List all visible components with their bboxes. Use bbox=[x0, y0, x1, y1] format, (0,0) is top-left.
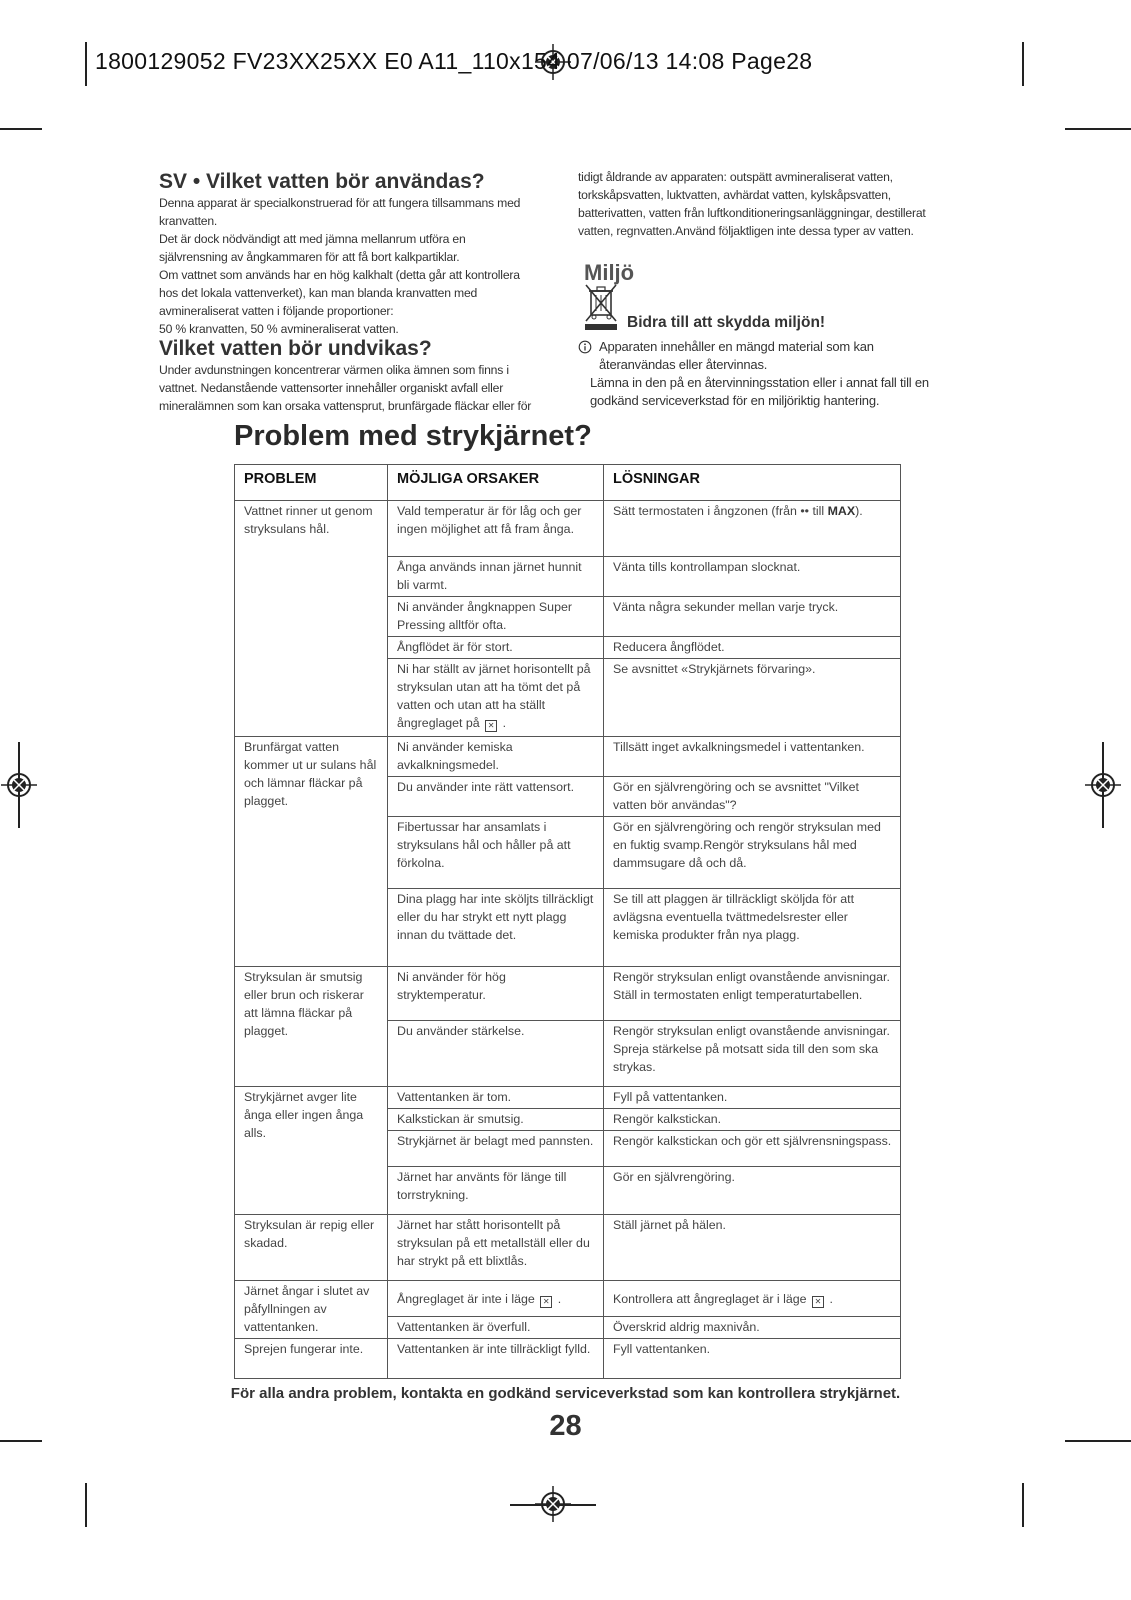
problem-cell: Stryksulan är repig eller skadad. bbox=[235, 1215, 388, 1281]
solution-cell: Ställ järnet på hälen. bbox=[604, 1215, 901, 1281]
cause-cell: Vattentanken är tom. bbox=[388, 1087, 604, 1109]
crop-mark bbox=[85, 42, 87, 86]
cause-cell: Järnet har stått horisontellt på stryksulan på ett metallställ eller du har strykt på ett blixtlås. bbox=[388, 1215, 604, 1281]
solution-cell: Sätt termostaten i ångzonen (från •• till MAX). bbox=[604, 501, 901, 557]
crop-mark bbox=[0, 128, 42, 130]
problem-cell: Vattnet rinner ut genom stryksulans hål. bbox=[235, 501, 388, 737]
table-row bbox=[235, 1087, 901, 1109]
problem-cell: Järnet ångar i slutet av påfyllningen av vattentanken. bbox=[235, 1281, 388, 1339]
table-row bbox=[235, 501, 901, 557]
cause-cell: Ångflödet är för stort. bbox=[388, 637, 604, 659]
solution-cell: Se till att plaggen är tillräckligt sköljda för att avlägsna eventuella tvättmedelsrester eller kemiska produkter från nya plagg. bbox=[604, 889, 901, 967]
solution-cell: Rengör kalkstickan och gör ett självrensningspass. bbox=[604, 1131, 901, 1167]
crop-mark bbox=[1065, 128, 1131, 130]
cause-cell: Fibertussar har ansamlats i stryksulans hål och håller på att förkolna. bbox=[388, 817, 604, 889]
page-title: Problem med strykjärnet? bbox=[234, 420, 592, 452]
solution-cell: Gör en självrengöring och se avsnittet "Vilket vatten bör användas"? bbox=[604, 777, 901, 817]
table-row bbox=[235, 1339, 901, 1379]
avoid-paragraph-continued: tidigt åldrande av apparaten: outspätt avmineraliserat vatten, torkskåpsvatten, luktvatten, avhärdat vatten, kylskåpsvatten, batterivatten, vatten från luftkonditioneringsanläggningar, destillerat vatten, regnvatten.Använd följaktligen inte dessa typer av vatten. bbox=[578, 170, 926, 238]
solution-cell: Rengör stryksulan enligt ovanstående anvisningar. Ställ in termostaten enligt temperaturtabellen. bbox=[604, 967, 901, 1021]
solution-cell: Kontrollera att ångreglaget är i läge ✕ . bbox=[604, 1281, 901, 1317]
table-row bbox=[235, 967, 901, 1021]
crop-mark bbox=[85, 1483, 87, 1527]
solution-cell: Fyll på vattentanken. bbox=[604, 1087, 901, 1109]
cause-cell: Dina plagg har inte sköljts tillräckligt eller du har strykt ett nytt plagg innan du tvättade det. bbox=[388, 889, 604, 967]
cause-cell: Ånga används innan järnet hunnit bli varmt. bbox=[388, 557, 604, 597]
cause-cell: Kalkstickan är smutsig. bbox=[388, 1109, 604, 1131]
cause-cell: Ni använder kemiska avkalkningsmedel. bbox=[388, 737, 604, 777]
steam-off-icon: ✕ bbox=[485, 720, 497, 732]
water-paragraph: Denna apparat är specialkonstruerad för att fungera tillsammans med kranvatten. Det är dock nödvändigt att med jämna mellanrum utföra en självrensning av ångkammaren för att få bort kalkpartiklar. Om vattnet som används har en hög kalkhalt (detta går att kontrollera hos det lokala vattenverket), kan man blanda kranvatten med avmineraliserat vatten i följande proportioner: 50 % kranvatten, 50 % avmineraliserat vatten. bbox=[159, 196, 521, 336]
print-header: 1800129052 FV23XX25XX E0 A11_110x154 07/06/13 14:08 Page28 bbox=[95, 48, 813, 74]
cause-cell: Ni använder ångknappen Super Pressing alltför ofta. bbox=[388, 597, 604, 637]
section-title-water: SV • Vilket vatten bör användas? bbox=[159, 170, 485, 193]
problem-cell: Strykjärnet avger lite ånga eller ingen ånga alls. bbox=[235, 1087, 388, 1215]
environment-info: Apparaten innehåller en mängd material som kan återanvändas eller återvinnas. Lämna in den på en återvinningsstation eller i annat fall till en godkänd serviceverkstad för en miljöriktig hantering. bbox=[590, 339, 929, 408]
registration-mark-icon bbox=[535, 1486, 571, 1522]
cause-cell: Du använder stärkelse. bbox=[388, 1021, 604, 1087]
environment-subtitle: Bidra till att skydda miljön! bbox=[627, 314, 826, 331]
page-number: 28 bbox=[549, 1410, 582, 1442]
crop-mark bbox=[1022, 42, 1024, 86]
solution-cell: Fyll vattentanken. bbox=[604, 1339, 901, 1379]
cause-cell: Vattentanken är överfull. bbox=[388, 1317, 604, 1339]
cause-cell: Strykjärnet är belagt med pannsten. bbox=[388, 1131, 604, 1167]
crop-mark bbox=[1022, 1483, 1024, 1527]
environment-title: Miljö bbox=[584, 260, 635, 285]
steam-off-icon: ✕ bbox=[812, 1296, 824, 1308]
solution-cell: Tillsätt inget avkalkningsmedel i vattentanken. bbox=[604, 737, 901, 777]
cause-cell: Vald temperatur är för låg och ger ingen möjlighet att få fram ånga. bbox=[388, 501, 604, 557]
problem-cell: Brunfärgat vatten kommer ut ur sulans hål och lämnar fläckar på plagget. bbox=[235, 737, 388, 967]
column-header: PROBLEM bbox=[235, 465, 388, 501]
solution-cell: Rengör kalkstickan. bbox=[604, 1109, 901, 1131]
solution-cell: Gör en självrengöring. bbox=[604, 1167, 901, 1215]
solution-cell: Vänta tills kontrollampan slocknat. bbox=[604, 557, 901, 597]
registration-mark-icon bbox=[1085, 767, 1121, 803]
registration-mark-icon bbox=[1, 767, 37, 803]
table-row bbox=[235, 1281, 901, 1317]
cause-cell: Du använder inte rätt vattensort. bbox=[388, 777, 604, 817]
solution-cell: Överskrid aldrig maxnivån. bbox=[604, 1317, 901, 1339]
footer-note: För alla andra problem, kontakta en godkänd serviceverkstad som kan kontrollera strykjärnet. bbox=[230, 1385, 901, 1402]
column-header: MÖJLIGA ORSAKER bbox=[388, 465, 604, 501]
solution-cell: Reducera ångflödet. bbox=[604, 637, 901, 659]
solution-cell: Vänta några sekunder mellan varje tryck. bbox=[604, 597, 901, 637]
troubleshooting-table bbox=[234, 464, 901, 1379]
problem-cell: Stryksulan är smutsig eller brun och riskerar att lämna fläckar på plagget. bbox=[235, 967, 388, 1087]
avoid-paragraph: Under avdunstningen koncentrerar värmen olika ämnen som finns i vattnet. Nedanstående vattensorter innehåller organiskt avfall eller mineralämnen som kan orsaka vattensprut, brunfärgade fläckar eller för bbox=[159, 363, 532, 413]
crossed-bin-icon bbox=[582, 281, 620, 331]
problem-cell: Sprejen fungerar inte. bbox=[235, 1339, 388, 1379]
table-row bbox=[235, 737, 901, 777]
solution-cell: Gör en självrengöring och rengör stryksulan med en fuktig svamp.Rengör stryksulans hål med dammsugare då och då. bbox=[604, 817, 901, 889]
cause-cell: Ångreglaget är inte i läge ✕ . bbox=[388, 1281, 604, 1317]
solution-cell: Se avsnittet «Strykjärnets förvaring». bbox=[604, 659, 901, 737]
cause-cell: Ni har ställt av järnet horisontellt på stryksulan utan att ha tömt det på vatten och utan att ha ställt ångreglaget på ✕ . bbox=[388, 659, 604, 737]
column-header: LÖSNINGAR bbox=[604, 465, 901, 501]
cause-cell: Ni använder för hög stryktemperatur. bbox=[388, 967, 604, 1021]
cause-cell: Järnet har använts för länge till torrstrykning. bbox=[388, 1167, 604, 1215]
steam-off-icon: ✕ bbox=[540, 1296, 552, 1308]
solution-cell: Rengör stryksulan enligt ovanstående anvisningar. Spreja stärkelse på motsatt sida till den som ska strykas. bbox=[604, 1021, 901, 1087]
table-row bbox=[235, 1215, 901, 1281]
section-title-avoid: Vilket vatten bör undvikas? bbox=[159, 337, 432, 360]
cause-cell: Vattentanken är inte tillräckligt fylld. bbox=[388, 1339, 604, 1379]
table-header-row bbox=[235, 465, 901, 501]
